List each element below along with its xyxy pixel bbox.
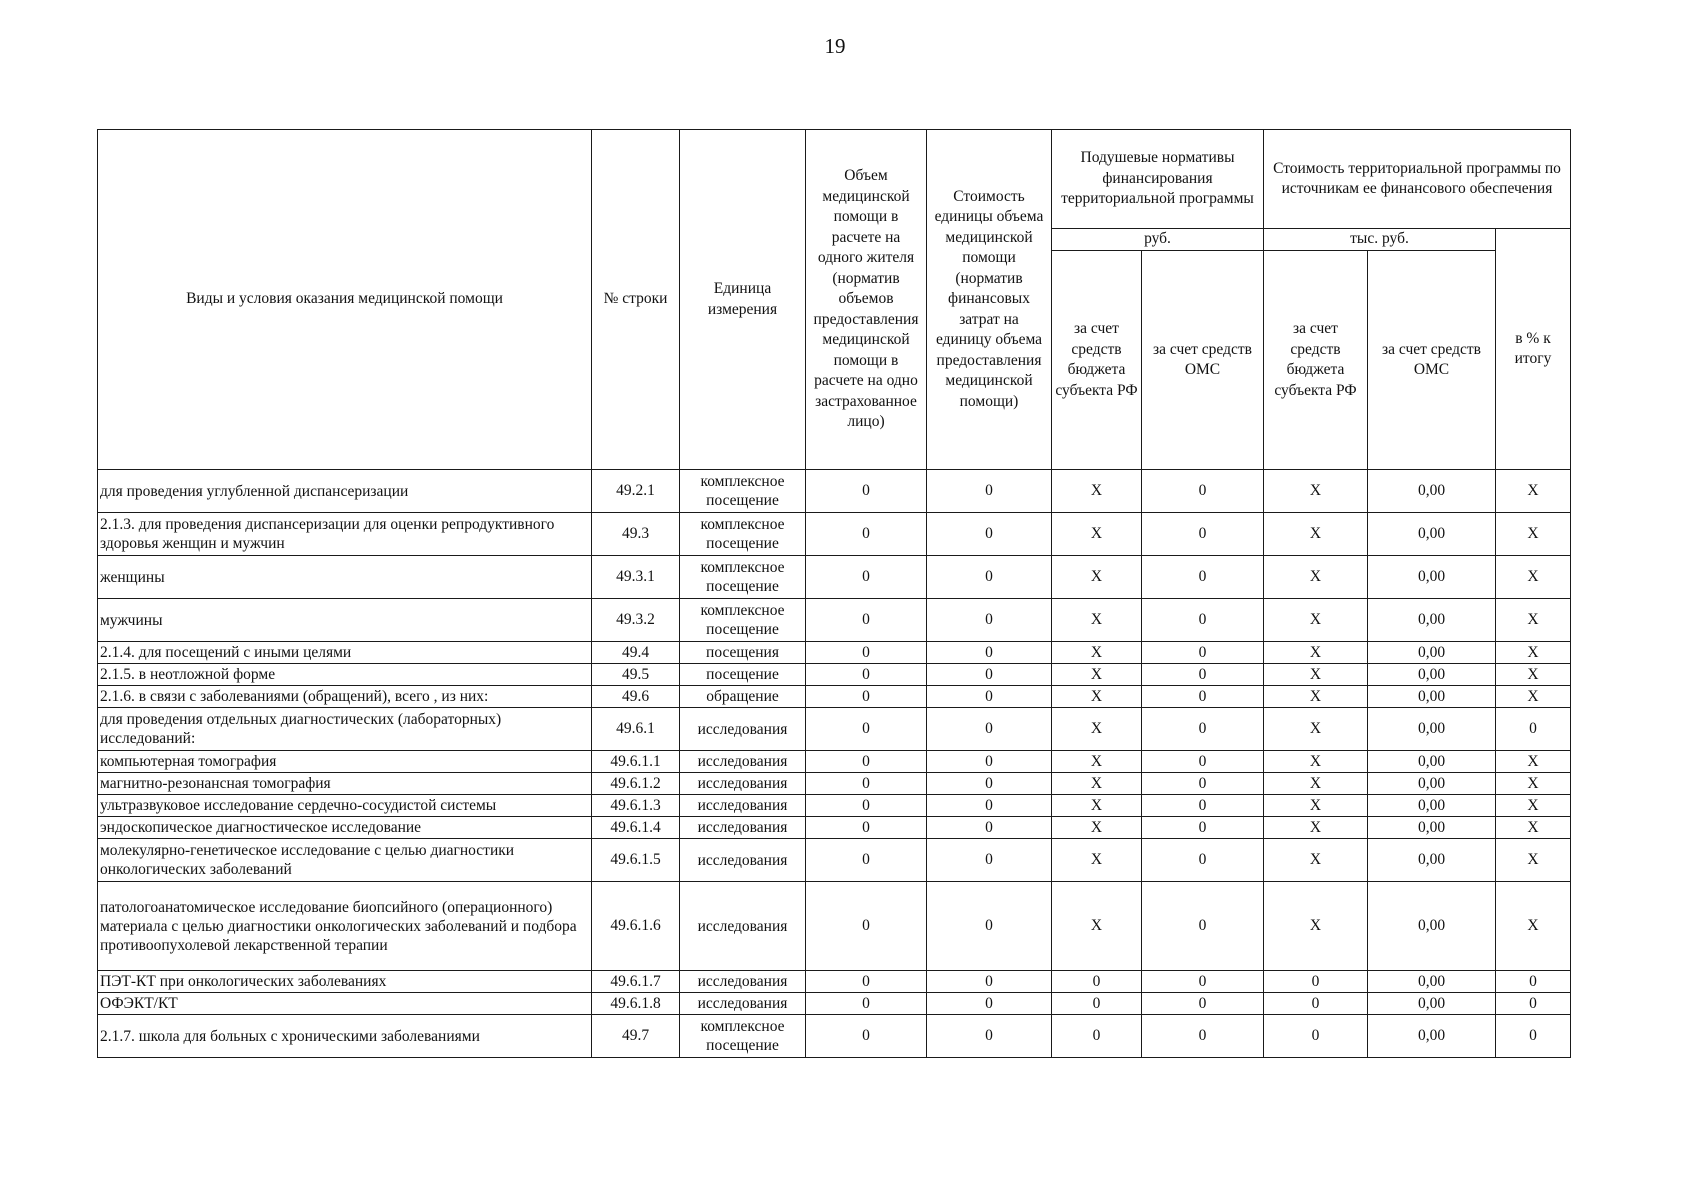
cell-per-capita-budget: X [1052, 708, 1142, 751]
cell-unit-cost: 0 [927, 1015, 1052, 1058]
header-row-number: № строки [592, 130, 680, 470]
cell-unit-cost: 0 [927, 513, 1052, 556]
cell-per-capita-budget: X [1052, 751, 1142, 773]
cell-volume: 0 [806, 773, 927, 795]
table-row [98, 642, 1571, 664]
cell-percent: X [1496, 839, 1571, 882]
cell-per-capita-oms: 0 [1142, 795, 1264, 817]
cell-unit: исследования [680, 971, 806, 993]
cell-unit-cost: 0 [927, 642, 1052, 664]
cell-per-capita-budget: X [1052, 556, 1142, 599]
cell-total-budget: X [1264, 773, 1368, 795]
cell-volume: 0 [806, 817, 927, 839]
cell-unit: комплексное посещение [680, 1015, 806, 1058]
cell-unit: комплексное посещение [680, 513, 806, 556]
cell-per-capita-budget: X [1052, 882, 1142, 971]
cell-per-capita-budget: 0 [1052, 1015, 1142, 1058]
cell-percent: X [1496, 513, 1571, 556]
cell-row-number: 49.6.1.2 [592, 773, 680, 795]
cell-row-number: 49.6.1 [592, 708, 680, 751]
cell-total-oms: 0,00 [1368, 1015, 1496, 1058]
cell-total-oms: 0,00 [1368, 470, 1496, 513]
cell-name: компьютерная томография [98, 751, 592, 773]
table-row [98, 1015, 1571, 1058]
cell-total-oms: 0,00 [1368, 795, 1496, 817]
cell-total-budget: X [1264, 599, 1368, 642]
cell-per-capita-oms: 0 [1142, 817, 1264, 839]
table-row [98, 971, 1571, 993]
cell-per-capita-oms: 0 [1142, 599, 1264, 642]
cell-name: 2.1.7. школа для больных с хроническими заболеваниями [98, 1015, 592, 1058]
cell-per-capita-oms: 0 [1142, 971, 1264, 993]
cell-per-capita-budget: 0 [1052, 971, 1142, 993]
header-per-capita-oms: за счет средств ОМС [1142, 251, 1264, 470]
cell-name: для проведения углубленной диспансеризации [98, 470, 592, 513]
cell-row-number: 49.3.2 [592, 599, 680, 642]
cell-per-capita-oms: 0 [1142, 773, 1264, 795]
cell-unit-cost: 0 [927, 993, 1052, 1015]
cell-volume: 0 [806, 993, 927, 1015]
cell-per-capita-budget: X [1052, 773, 1142, 795]
cell-per-capita-budget: X [1052, 795, 1142, 817]
cell-unit: посещение [680, 664, 806, 686]
cell-percent: 0 [1496, 971, 1571, 993]
cell-unit: исследования [680, 882, 806, 971]
cell-volume: 0 [806, 642, 927, 664]
cell-percent: X [1496, 686, 1571, 708]
cell-percent: X [1496, 664, 1571, 686]
cell-percent: 0 [1496, 1015, 1571, 1058]
cell-name: магнитно-резонансная томография [98, 773, 592, 795]
cell-unit: посещения [680, 642, 806, 664]
cell-per-capita-oms: 0 [1142, 882, 1264, 971]
cell-total-budget: X [1264, 882, 1368, 971]
cell-volume: 0 [806, 971, 927, 993]
cell-unit-cost: 0 [927, 971, 1052, 993]
cell-row-number: 49.5 [592, 664, 680, 686]
cell-row-number: 49.6.1.4 [592, 817, 680, 839]
cell-volume: 0 [806, 599, 927, 642]
table-row [98, 470, 1571, 513]
cell-name: женщины [98, 556, 592, 599]
cell-total-oms: 0,00 [1368, 556, 1496, 599]
cell-row-number: 49.4 [592, 642, 680, 664]
header-percent-of-total: в % к итогу [1496, 229, 1571, 470]
cell-total-oms: 0,00 [1368, 513, 1496, 556]
header-program-cost-group: Стоимость территориальной программы по источникам ее финансового обеспечения [1264, 130, 1571, 229]
cell-row-number: 49.6.1.3 [592, 795, 680, 817]
cell-name: эндоскопическое диагностическое исследование [98, 817, 592, 839]
cell-unit: исследования [680, 708, 806, 751]
header-volume: Объем медицинской помощи в расчете на одного жителя (норматив объемов предоставления медицинской помощи в расчете на одно застрахованное лицо) [806, 130, 927, 470]
cell-unit-cost: 0 [927, 599, 1052, 642]
cell-unit-cost: 0 [927, 773, 1052, 795]
cell-row-number: 49.6.1.1 [592, 751, 680, 773]
cell-name: ультразвуковое исследование сердечно-сосудистой системы [98, 795, 592, 817]
table-row [98, 773, 1571, 795]
cell-total-oms: 0,00 [1368, 751, 1496, 773]
table-row [98, 795, 1571, 817]
cell-unit-cost: 0 [927, 839, 1052, 882]
cell-row-number: 49.3.1 [592, 556, 680, 599]
cell-unit: исследования [680, 839, 806, 882]
cell-unit: обращение [680, 686, 806, 708]
cell-total-budget: X [1264, 839, 1368, 882]
cell-percent: X [1496, 556, 1571, 599]
cell-unit-cost: 0 [927, 882, 1052, 971]
cell-total-oms: 0,00 [1368, 993, 1496, 1015]
cell-row-number: 49.2.1 [592, 470, 680, 513]
header-total-oms: за счет средств ОМС [1368, 251, 1496, 470]
cell-total-budget: X [1264, 795, 1368, 817]
table-row [98, 839, 1571, 882]
cell-name: 2.1.5. в неотложной форме [98, 664, 592, 686]
cell-total-oms: 0,00 [1368, 642, 1496, 664]
cell-total-oms: 0,00 [1368, 686, 1496, 708]
cell-name: ОФЭКТ/КТ [98, 993, 592, 1015]
table-body [98, 470, 1571, 1058]
cell-per-capita-budget: X [1052, 817, 1142, 839]
table-row [98, 556, 1571, 599]
cell-volume: 0 [806, 513, 927, 556]
cell-per-capita-budget: X [1052, 599, 1142, 642]
cell-total-budget: 0 [1264, 971, 1368, 993]
cell-unit-cost: 0 [927, 556, 1052, 599]
cell-unit-cost: 0 [927, 817, 1052, 839]
cell-percent: X [1496, 773, 1571, 795]
cell-percent: X [1496, 795, 1571, 817]
cell-unit-cost: 0 [927, 470, 1052, 513]
financing-table [97, 129, 1571, 1058]
table-row [98, 708, 1571, 751]
table-row [98, 817, 1571, 839]
cell-unit-cost: 0 [927, 664, 1052, 686]
cell-unit: исследования [680, 795, 806, 817]
cell-per-capita-budget: X [1052, 470, 1142, 513]
cell-per-capita-oms: 0 [1142, 708, 1264, 751]
cell-total-budget: X [1264, 470, 1368, 513]
cell-per-capita-oms: 0 [1142, 642, 1264, 664]
cell-per-capita-budget: X [1052, 686, 1142, 708]
cell-percent: 0 [1496, 993, 1571, 1015]
table-row [98, 599, 1571, 642]
cell-per-capita-oms: 0 [1142, 556, 1264, 599]
cell-total-budget: X [1264, 513, 1368, 556]
cell-volume: 0 [806, 1015, 927, 1058]
cell-per-capita-budget: 0 [1052, 993, 1142, 1015]
cell-total-budget: X [1264, 686, 1368, 708]
cell-per-capita-oms: 0 [1142, 470, 1264, 513]
cell-per-capita-oms: 0 [1142, 664, 1264, 686]
cell-per-capita-oms: 0 [1142, 513, 1264, 556]
header-type-of-care: Виды и условия оказания медицинской помощи [98, 130, 592, 470]
cell-total-budget: X [1264, 817, 1368, 839]
cell-total-oms: 0,00 [1368, 882, 1496, 971]
page-number: 19 [824, 34, 846, 58]
cell-name: молекулярно-генетическое исследование с целью диагностики онкологических заболеваний [98, 839, 592, 882]
cell-unit: комплексное посещение [680, 470, 806, 513]
header-unit-thousand-rub: тыс. руб. [1264, 229, 1496, 251]
cell-name: 2.1.3. для проведения диспансеризации для оценки репродуктивного здоровья женщин и мужчин [98, 513, 592, 556]
table-row [98, 686, 1571, 708]
cell-name: 2.1.6. в связи с заболеваниями (обращений), всего , из них: [98, 686, 592, 708]
cell-total-budget: X [1264, 751, 1368, 773]
cell-unit-cost: 0 [927, 686, 1052, 708]
cell-name: ПЭТ-КТ при онкологических заболеваниях [98, 971, 592, 993]
cell-total-oms: 0,00 [1368, 599, 1496, 642]
cell-volume: 0 [806, 708, 927, 751]
cell-per-capita-oms: 0 [1142, 1015, 1264, 1058]
cell-total-budget: 0 [1264, 1015, 1368, 1058]
cell-per-capita-oms: 0 [1142, 993, 1264, 1015]
cell-total-oms: 0,00 [1368, 664, 1496, 686]
cell-volume: 0 [806, 751, 927, 773]
cell-row-number: 49.3 [592, 513, 680, 556]
cell-total-oms: 0,00 [1368, 708, 1496, 751]
table-header [98, 130, 1571, 470]
cell-per-capita-oms: 0 [1142, 751, 1264, 773]
cell-percent: X [1496, 882, 1571, 971]
cell-percent: X [1496, 751, 1571, 773]
header-per-capita-budget: за счет средств бюджета субъекта РФ [1052, 251, 1142, 470]
header-unit-rub: руб. [1052, 229, 1264, 251]
cell-unit-cost: 0 [927, 795, 1052, 817]
cell-unit-cost: 0 [927, 751, 1052, 773]
header-total-budget: за счет средств бюджета субъекта РФ [1264, 251, 1368, 470]
cell-unit: исследования [680, 993, 806, 1015]
cell-name: для проведения отдельных диагностических (лабораторных) исследований: [98, 708, 592, 751]
table-row [98, 664, 1571, 686]
cell-per-capita-budget: X [1052, 513, 1142, 556]
table-row [98, 751, 1571, 773]
header-unit-cost: Стоимость единицы объема медицинской помощи (норматив финансовых затрат на единицу объема предоставления медицинской помощи) [927, 130, 1052, 470]
cell-total-budget: 0 [1264, 993, 1368, 1015]
cell-name: мужчины [98, 599, 592, 642]
cell-volume: 0 [806, 470, 927, 513]
cell-unit: исследования [680, 751, 806, 773]
cell-row-number: 49.6.1.7 [592, 971, 680, 993]
cell-total-budget: X [1264, 664, 1368, 686]
cell-total-budget: X [1264, 708, 1368, 751]
cell-per-capita-budget: X [1052, 664, 1142, 686]
table-row [98, 513, 1571, 556]
cell-per-capita-budget: X [1052, 642, 1142, 664]
header-unit: Единица измерения [680, 130, 806, 470]
cell-unit: исследования [680, 773, 806, 795]
cell-unit: комплексное посещение [680, 599, 806, 642]
cell-unit: комплексное посещение [680, 556, 806, 599]
cell-percent: 0 [1496, 708, 1571, 751]
cell-volume: 0 [806, 839, 927, 882]
cell-row-number: 49.6 [592, 686, 680, 708]
cell-volume: 0 [806, 686, 927, 708]
cell-name: патологоанатомическое исследование биопсийного (операционного) материала с целью диагностики онкологических заболеваний и подбора противоопухолевой лекарственной терапии [98, 882, 592, 971]
cell-total-budget: X [1264, 556, 1368, 599]
cell-per-capita-oms: 0 [1142, 686, 1264, 708]
cell-row-number: 49.7 [592, 1015, 680, 1058]
cell-volume: 0 [806, 882, 927, 971]
table-row [98, 882, 1571, 971]
cell-unit-cost: 0 [927, 708, 1052, 751]
cell-total-oms: 0,00 [1368, 839, 1496, 882]
cell-per-capita-oms: 0 [1142, 839, 1264, 882]
header-per-capita-group: Подушевые нормативы финансирования территориальной программы [1052, 130, 1264, 229]
cell-total-oms: 0,00 [1368, 773, 1496, 795]
cell-row-number: 49.6.1.8 [592, 993, 680, 1015]
cell-row-number: 49.6.1.6 [592, 882, 680, 971]
cell-name: 2.1.4. для посещений с иными целями [98, 642, 592, 664]
table-row [98, 993, 1571, 1015]
cell-percent: X [1496, 599, 1571, 642]
cell-total-oms: 0,00 [1368, 971, 1496, 993]
cell-percent: X [1496, 470, 1571, 513]
cell-percent: X [1496, 642, 1571, 664]
cell-total-budget: X [1264, 642, 1368, 664]
cell-volume: 0 [806, 795, 927, 817]
cell-volume: 0 [806, 664, 927, 686]
cell-percent: X [1496, 817, 1571, 839]
cell-total-oms: 0,00 [1368, 817, 1496, 839]
cell-unit: исследования [680, 817, 806, 839]
cell-row-number: 49.6.1.5 [592, 839, 680, 882]
cell-per-capita-budget: X [1052, 839, 1142, 882]
cell-volume: 0 [806, 556, 927, 599]
